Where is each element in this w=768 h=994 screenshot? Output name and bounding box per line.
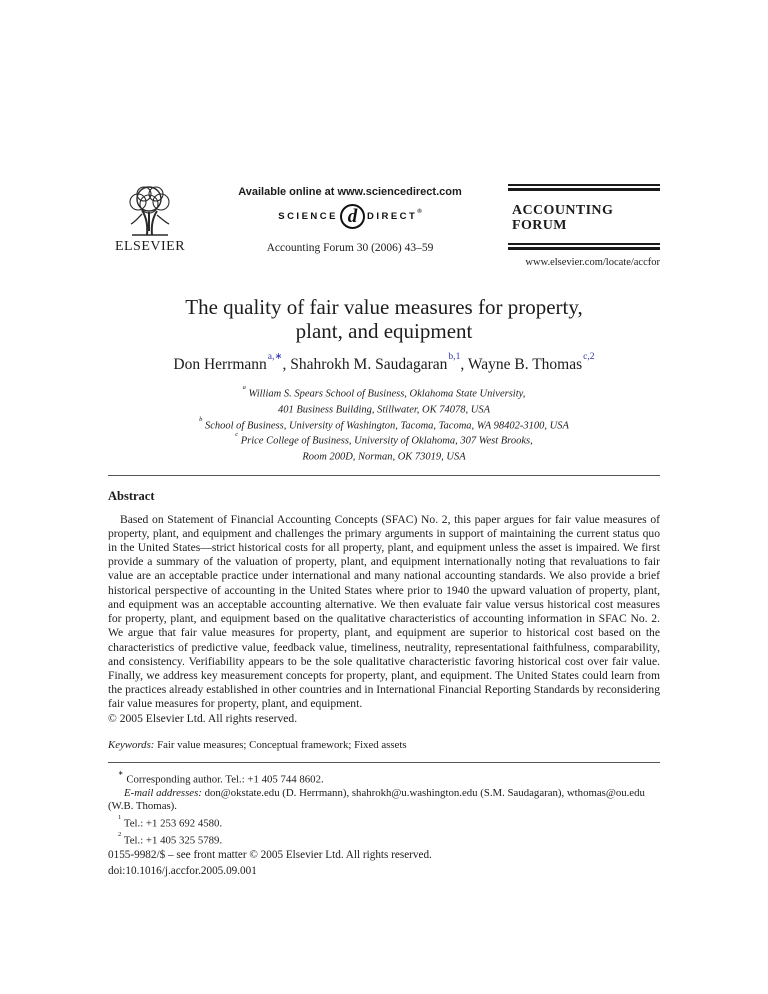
keywords-label: Keywords: <box>108 738 155 751</box>
journal-name-line1: ACCOUNTING <box>512 203 614 218</box>
journal-name <box>508 191 660 243</box>
header-center <box>192 184 508 254</box>
available-online-text: Available online at www.sciencedirect.com <box>238 186 462 198</box>
footnote-text: Tel.: +1 405 325 5789. <box>123 834 223 847</box>
footnote-marker: 1 <box>118 813 122 821</box>
journal-masthead <box>508 184 660 268</box>
abstract-body: Based on Statement of Financial Accounting Concepts (SFAC) No. 2, this paper argues for fair value measures of property, plant, and equipment and challenges the primary arguments in support of maintaining the current status quo in the United States—strict historical costs for all property, plant, and equipment unless the asset is impaired. We first provide a summary of the valuation of property, plant, and equipment internationally noting that revaluations to fair value are an acceptable practice under international and many national accounting standards. We also provide a brief historical perspective of accounting in the United States where prior to 1940 the upward valuation of property, plant, and equipment was an acceptable accounting alternative. We then evaluate fair value versus historical cost measures for property, plant, and equipment based on the qualitative characteristics of accounting information in SFAC No. 2. We argue that fair value measures for property, plant, and equipment are superior to historical cost based on the characteristics of predictive value, feedback value, timeliness, neutrality, representational faithfulness, comparability, and consistency. Verifiability appears to be the sole qualitative characteristic favoring historical cost over fair value. Finally, we address key measurement concepts for property, plant, and equipment. The United States could learn from the practices already established in other countries and in International Financial Reporting Standards by reconsidering fair value measures for property, plant, and equipment. <box>108 512 660 711</box>
author-footnote-link[interactable]: b,1 <box>448 350 461 362</box>
author <box>173 350 291 374</box>
footnote-2 <box>108 831 660 848</box>
issn-copyright-line: 0155-9982/$ – see front matter © 2005 Elsevier Ltd. All rights reserved. <box>108 849 432 861</box>
footer-block <box>108 848 660 879</box>
elsevier-tree-icon <box>108 184 192 238</box>
affiliation-text: Room 200D, Norman, OK 73019, USA <box>302 451 466 463</box>
author-footnote-link[interactable]: a,∗ <box>267 350 283 362</box>
author-separator: , <box>460 356 468 374</box>
article-title <box>108 296 660 343</box>
keywords-bottom-rule <box>108 762 660 763</box>
author-name: Wayne B. Thomas <box>467 356 583 374</box>
affiliation-line <box>108 417 660 433</box>
footnote-1 <box>108 814 660 831</box>
abstract-top-rule <box>108 475 660 476</box>
sciencedirect-logo <box>192 203 508 229</box>
sciencedirect-science-text: SCIENCE <box>278 210 338 222</box>
author-footnote-link[interactable]: c,2 <box>583 350 595 362</box>
front-matter <box>108 296 660 763</box>
keywords-line <box>108 739 660 751</box>
doi-line: doi:10.1016/j.accfor.2005.09.001 <box>108 864 257 877</box>
author-name: Don Herrmann <box>173 356 267 374</box>
author-list <box>108 350 660 374</box>
affiliation-text: School of Business, University of Washington, Tacoma, Tacoma, WA 98402-3100, USA <box>204 420 569 432</box>
affiliation-line <box>108 448 660 464</box>
affiliation-text: 401 Business Building, Stillwater, OK 74078, USA <box>277 404 491 416</box>
email-addresses-footnote <box>108 787 660 814</box>
affiliation-line <box>108 401 660 417</box>
author <box>467 350 595 374</box>
author <box>290 350 468 374</box>
abstract-heading: Abstract <box>108 488 155 503</box>
elsevier-wordmark: ELSEVIER <box>114 239 186 254</box>
footnote-marker: 2 <box>118 830 122 838</box>
article-title-line2: plant, and equipment <box>295 318 473 343</box>
sciencedirect-d-icon: d <box>340 204 365 229</box>
author-separator: , <box>282 356 291 374</box>
footnote-marker: ∗ <box>118 770 124 777</box>
journal-name-line2: FORUM <box>512 218 567 233</box>
keywords-text: Fair value measures; Conceptual framework; Fixed assets <box>157 738 407 751</box>
abstract-copyright: © 2005 Elsevier Ltd. All rights reserved. <box>108 711 298 725</box>
journal-homepage-url: www.elsevier.com/locate/accfor <box>525 257 660 268</box>
affiliation-list <box>108 385 660 464</box>
corresponding-author-footnote <box>108 770 660 787</box>
email-label: E-mail addresses: <box>124 787 202 799</box>
affiliation-marker: b <box>199 415 203 423</box>
affiliation-marker: a <box>242 384 246 392</box>
elsevier-logo <box>108 184 192 255</box>
masthead-bottom-rule <box>508 243 660 250</box>
affiliation-line <box>108 385 660 401</box>
footnote-text: Tel.: +1 253 692 4580. <box>123 817 223 830</box>
registered-mark-icon: ® <box>417 209 422 215</box>
sciencedirect-direct-text: DIRECT <box>366 210 418 222</box>
affiliation-line <box>108 432 660 448</box>
affiliation-marker: c <box>235 431 239 439</box>
article-header <box>108 184 660 268</box>
article-title-line1: The quality of fair value measures for property, <box>185 295 583 319</box>
affiliation-text: William S. Spears School of Business, Oklahoma State University, <box>248 388 526 400</box>
masthead-top-rule <box>508 184 660 191</box>
footnote-block <box>108 770 660 848</box>
journal-citation: Accounting Forum 30 (2006) 43–59 <box>266 242 434 254</box>
author-name: Shahrokh M. Saudagaran <box>290 356 448 374</box>
affiliation-text: Price College of Business, University of Oklahoma, 307 West Brooks, <box>240 435 533 447</box>
footnote-text: Corresponding author. Tel.: +1 405 744 8602. <box>126 773 324 786</box>
email-text: don@okstate.edu (D. Herrmann), shahrokh@u.washington.edu (S.M. Saudagaran), wthomas@ou.edu (W.B. Thomas). <box>108 787 645 813</box>
